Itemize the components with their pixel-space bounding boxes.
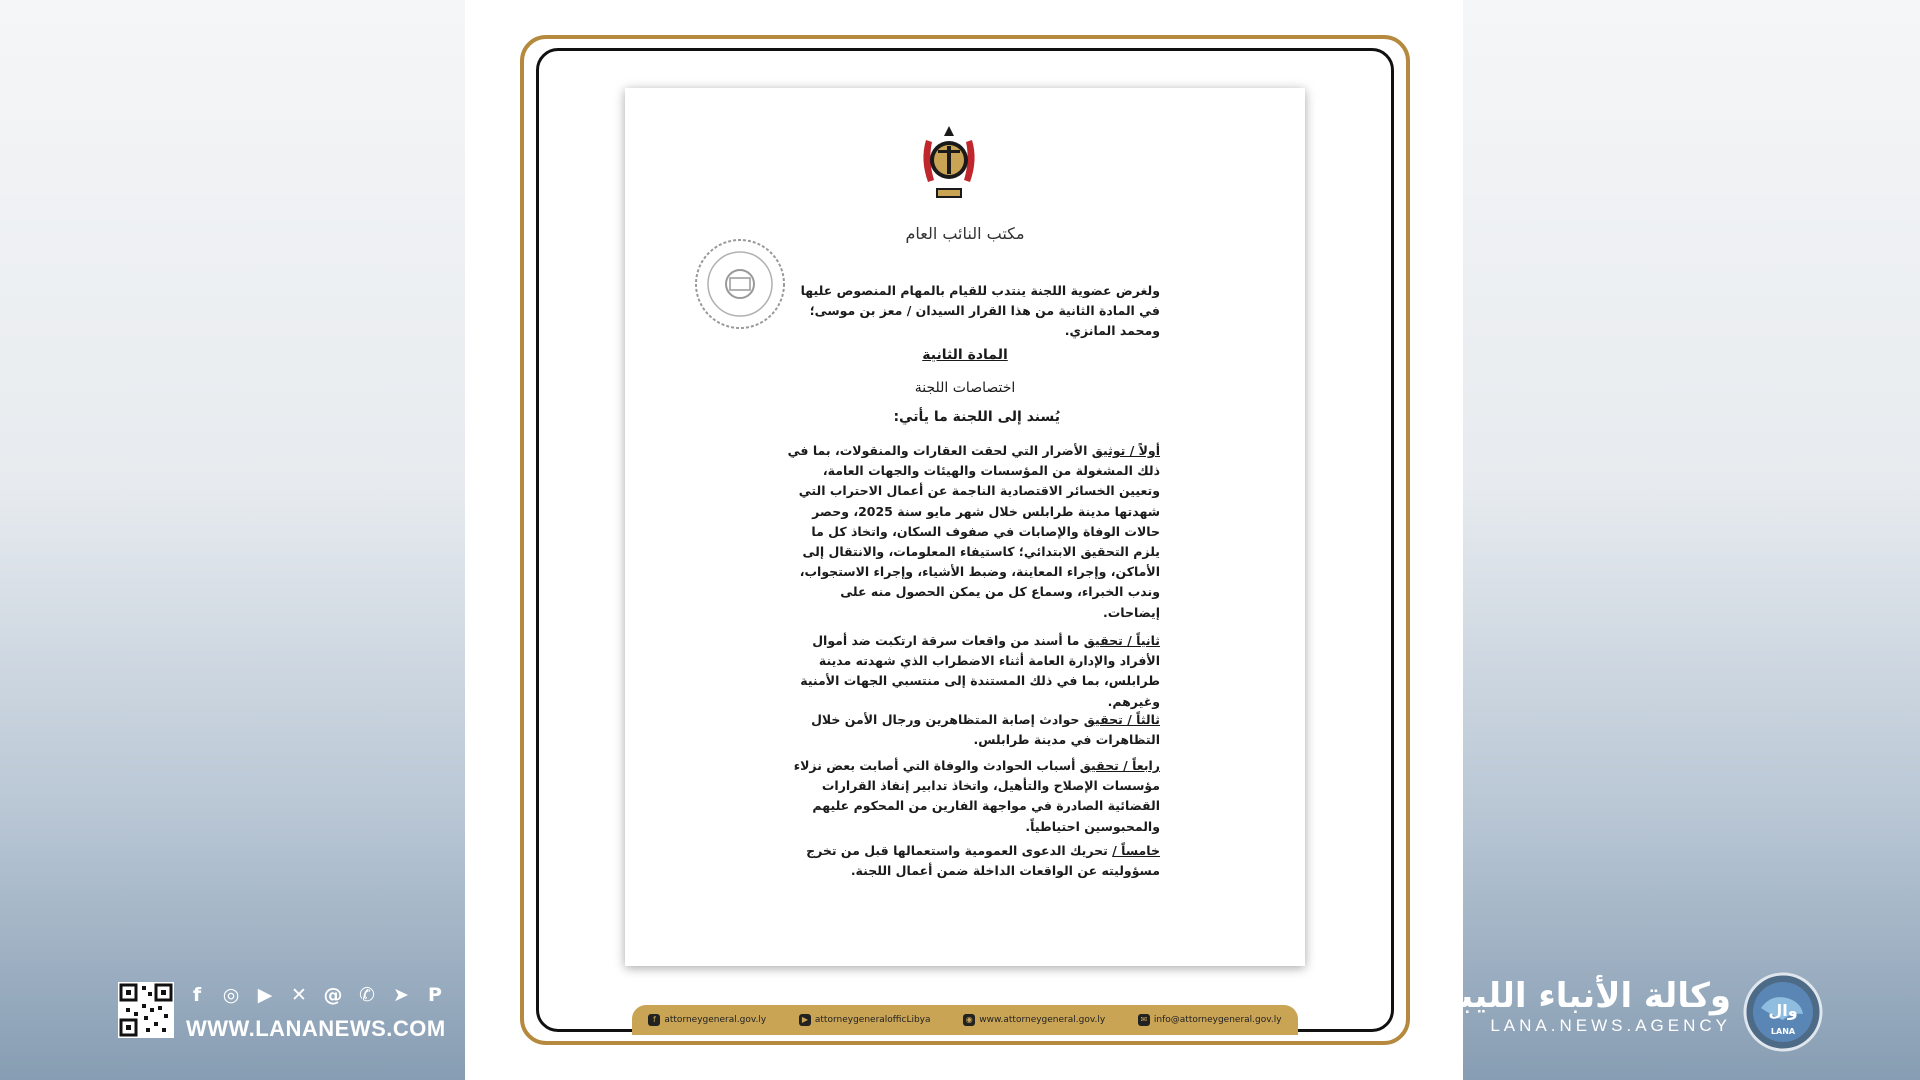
x-icon[interactable]: ✕ xyxy=(291,984,307,1006)
youtube-icon[interactable]: ▶ xyxy=(257,984,273,1006)
item-text: تحريك الدعوى العمومية واستعمالها قبل من تخرج مسؤوليته عن الواقعات الداخلة ضمن أعمال اللجنة. xyxy=(806,843,1160,879)
footer-website[interactable] xyxy=(963,1014,1105,1026)
attorney-general-emblem xyxy=(918,120,980,206)
brand-right xyxy=(1425,972,1823,1052)
item-label: أولاً / توثيق xyxy=(1091,443,1160,458)
list-item xyxy=(785,710,1160,750)
contact-footer xyxy=(632,1005,1298,1035)
lana-logo-icon xyxy=(1743,972,1823,1052)
article-heading: المادة الثانية xyxy=(922,347,1008,363)
logo-sub: LANA xyxy=(1770,1027,1796,1036)
footer-email[interactable] xyxy=(1138,1014,1282,1026)
footer-email-text: info@attorneygeneral.gov.ly xyxy=(1153,1015,1282,1025)
agency-name: وكالة الأنباء الليبية xyxy=(1425,976,1731,1016)
site-url[interactable]: WWW.LANANEWS.COM xyxy=(186,1016,446,1041)
intro-paragraph: ولغرض عضوية اللجنة ينتدب للقيام بالمهام المنصوص عليها في المادة الثانية من هذا القرار السيدان / معز بن موسى؛ ومحمد المانزي. xyxy=(800,283,1160,338)
pinterest-icon[interactable]: P xyxy=(428,984,442,1006)
background-left xyxy=(0,0,465,1080)
section-title: اختصاصات اللجنة xyxy=(914,380,1016,396)
lead-sentence: يُسند إلى اللجنة ما يأتي: xyxy=(893,409,1060,425)
list-item xyxy=(785,441,1160,623)
item-text: حوادث إصابة المتظاهرين ورجال الأمن خلال التظاهرات في مدينة طرابلس. xyxy=(811,712,1160,748)
footer-youtube[interactable] xyxy=(799,1014,931,1026)
item-label: ثانياً / تحقيق xyxy=(1083,633,1160,648)
office-title: مكتب النائب العام xyxy=(905,224,1025,243)
item-text: الأضرار التي لحقت العقارات والمنقولات، بما في ذلك المشغولة من المؤسسات والهيئات والجهات العامة، وتعيين الخسائر الاقتصادية الناجمة عن أعمال الاحتراب التي شهدتها مدينة طرابلس خلال شهر مايو سنة 2025، وحصر حالات الوفاة والإصابات في صفوف السكان، واتخاذ كل ما يلزم التحقيق الابتدائي؛ كاستيفاء المعلومات، والانتقال إلى الأماكن، وإجراء المعاينة، وضبط الأشياء، وإجراء الاستجواب، وندب الخبراء، وسماع كل من يمكن الحصول منه على إيضاحات. xyxy=(787,443,1160,620)
list-item xyxy=(785,841,1160,881)
threads-icon[interactable]: @ xyxy=(323,984,343,1006)
item-label: ثالثاً / تحقيق xyxy=(1083,712,1160,727)
official-stamp xyxy=(684,232,800,336)
whatsapp-icon[interactable]: ✆ xyxy=(359,984,375,1006)
item-text: ما أسند من واقعات سرقة ارتكبت ضد أموال الأفراد والإدارة العامة أثناء الاضطراب الذي شهدته مدينة طرابلس، بما في ذلك المستندة إلى منتسبي الجهات الأمنية وغيرهم. xyxy=(800,633,1160,709)
instagram-icon[interactable]: ◎ xyxy=(222,984,240,1006)
social-links xyxy=(186,984,446,1006)
list-item xyxy=(785,631,1160,712)
logo-text: وال xyxy=(1768,1001,1798,1020)
telegram-icon[interactable]: ➤ xyxy=(393,984,409,1006)
background-right xyxy=(1455,0,1920,1080)
item-label: رابعاً / تحقيق xyxy=(1079,758,1160,773)
agency-subtitle: LANA.NEWS.AGENCY xyxy=(1490,1016,1731,1035)
footer-facebook[interactable] xyxy=(648,1014,766,1026)
footer-youtube-text: attorneygeneralofficLibya xyxy=(814,1015,931,1025)
facebook-icon[interactable]: f xyxy=(192,984,202,1006)
youtube-icon: ▶ xyxy=(799,1014,811,1026)
email-icon: ✉ xyxy=(1138,1014,1150,1026)
facebook-icon: f xyxy=(648,1014,660,1026)
list-item xyxy=(785,756,1160,837)
item-label: خامساً / xyxy=(1112,843,1160,858)
footer-facebook-text: attorneygeneral.gov.ly xyxy=(664,1015,767,1025)
globe-icon: ◉ xyxy=(963,1014,975,1026)
qr-code-icon[interactable] xyxy=(118,982,174,1038)
item-text: أسباب الحوادث والوفاة التي أصابت بعض نزلاء مؤسسات الإصلاح والتأهيل، واتخاذ تدابير إنفاذ القرارات القضائية الصادرة في مواجهة الفارين من المحكوم عليهم والمحبوسين احتياطياً. xyxy=(793,758,1160,834)
footer-website-text: www.attorneygeneral.gov.ly xyxy=(979,1015,1106,1025)
